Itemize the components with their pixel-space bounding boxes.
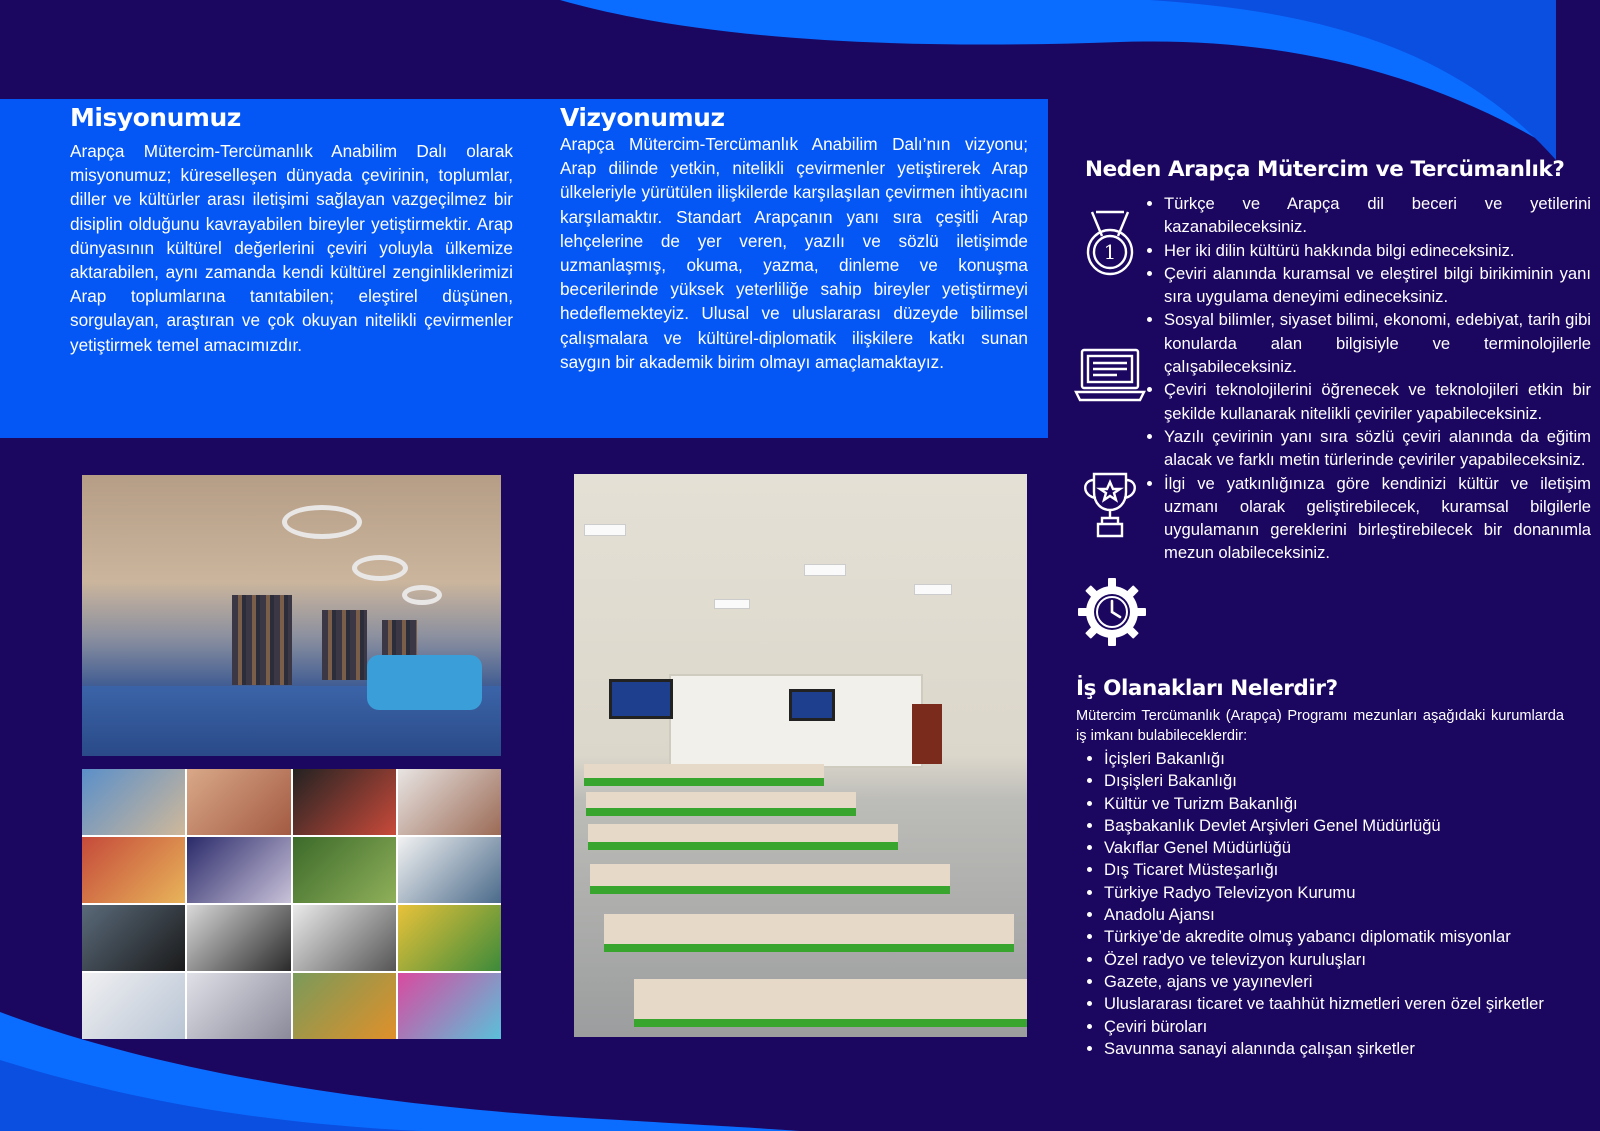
jobs-section — [1076, 672, 1564, 1060]
classroom-photo — [574, 474, 1027, 1037]
jobs-title: İş Olanakları Nelerdir? — [1076, 676, 1338, 701]
jobs-item: • Gazete, ajans ve yayınevleri — [1104, 971, 1564, 993]
vision-title: Vizyonumuz — [560, 103, 725, 132]
jobs-item: • Vakıflar Genel Müdürlüğü — [1104, 837, 1564, 859]
jobs-item: • Çeviri büroları — [1104, 1016, 1564, 1038]
why-section — [1076, 155, 1591, 563]
jobs-intro: Mütercim Tercümanlık (Arapça) Programı mezunları aşağıdaki kurumlarda iş imkanı bulabileceklerdir: — [1076, 708, 1564, 744]
why-item: • Sosyal bilimler, siyaset bilimi, ekonomi, edebiyat, tarih gibi konularda alan bilgisiyle ve terminolojilerle çalışabileceksiniz. — [1164, 308, 1591, 378]
why-item: • Çeviri teknolojilerini öğrenecek ve teknolojileri etkin bir şekilde kullanarak nitelikli çeviriler yapabileceksiniz. — [1164, 378, 1591, 425]
jobs-item: • Dış Ticaret Müsteşarlığı — [1104, 859, 1564, 881]
why-item: • Türkçe ve Arapça dil beceri ve yetilerini kazanabileceksiniz. — [1164, 192, 1591, 239]
jobs-item: • İçişleri Bakanlığı — [1104, 748, 1564, 770]
clock-gear-icon — [1074, 574, 1150, 650]
mission-title: Misyonumuz — [70, 103, 241, 132]
why-list — [1141, 192, 1591, 565]
jobs-item: • Başbakanlık Devlet Arşivleri Genel Müdürlüğü — [1104, 815, 1564, 837]
why-title: Neden Arapça Mütercim ve Tercümanlık? — [1085, 157, 1565, 182]
library-photo — [82, 475, 501, 756]
jobs-list — [1076, 748, 1564, 1060]
jobs-item: • Uluslararası ticaret ve taahhüt hizmetleri veren özel şirketler — [1104, 993, 1564, 1015]
why-item: • İlgi ve yatkınlığınıza göre kendinizi kültür ve iletişim uzmanı olarak geliştirebilecek, kuramsal bilgilerle uygulamanın gereklerini birleştirebilecek bir donanımla mezun olabileceksiniz. — [1164, 472, 1591, 565]
trophy-icon — [1072, 466, 1148, 542]
jobs-item: • Özel radyo ve televizyon kuruluşları — [1104, 949, 1564, 971]
mission-section — [70, 102, 513, 357]
why-item: • Yazılı çevirinin yanı sıra sözlü çeviri alanında da eğitim alacak ve farklı metin türlerinde çeviriler yapabileceksiniz. — [1164, 425, 1591, 472]
jobs-item: • Savunma sanayi alanında çalışan şirketler — [1104, 1038, 1564, 1060]
jobs-item: • Türkiye Radyo Televizyon Kurumu — [1104, 882, 1564, 904]
jobs-item: • Anadolu Ajansı — [1104, 904, 1564, 926]
why-item: • Her iki dilin kültürü hakkında bilgi edineceksiniz. — [1164, 239, 1591, 262]
vision-text: Arapça Mütercim-Tercümanlık Anabilim Dalı’nın vizyonu; Arap dilinde yetkin, nitelikli çevirmenler yetiştirerek Arap ülkeleriyle yürütülen ilişkilerde karşılaşılan çevirmen ihtiyacını karşılamaktır. Standart Arapçanın yanı sıra çeşitli Arap lehçelerine de yer veren, yazılı ve sözlü iletişimde uzmanlaşmış, okuma, yazma, dinleme ve konuşma becerilerinde yüksek yeterliliğe sahip bireyler yetiştirmeyi hedeflemekteyiz. Ulusal ve uluslararası düzeyde bilimsel çalışmalara ve kültürel-diplomatik ilişkilere katkı sunan saygın bir akademik birim olmayı amaçlamaktayız. — [560, 134, 1028, 372]
svg-text:1: 1 — [1103, 240, 1117, 264]
mission-text: Arapça Mütercim-Tercümanlık Anabilim Dalı olarak misyonumuz; küreselleşen dünyada çevirinin, toplumlar, diller ve kültürler arası iletişimi sağlayan vazgeçilmez bir disiplin olduğunu kavrayabilen bireyler yetiştirmektir. Arap dünyasının kültürel değerlerini çeviri yoluyla ülkemize aktarabilen, aynı zamanda kendi kültürel zenginliklerimizi Arap toplumlarına tanıtabilen; eleştirel düşünen, sorgulayan, araştıran ve çok okuyan nitelikli çevirmenler yetiştirmek temel amacımızdır. — [70, 141, 513, 355]
medal-icon — [1072, 206, 1148, 282]
jobs-item: • Kültür ve Turizm Bakanlığı — [1104, 793, 1564, 815]
campus-collage-photo — [82, 769, 501, 1039]
vision-section — [560, 102, 1028, 374]
jobs-item: • Dışişleri Bakanlığı — [1104, 770, 1564, 792]
jobs-item: • Türkiye’de akredite olmuş yabancı diplomatik misyonlar — [1104, 926, 1564, 948]
laptop-icon — [1072, 336, 1148, 412]
why-item: • Çeviri alanında kuramsal ve eleştirel bilgi birikiminin yanı sıra uygulama deneyimi edineceksiniz. — [1164, 262, 1591, 309]
